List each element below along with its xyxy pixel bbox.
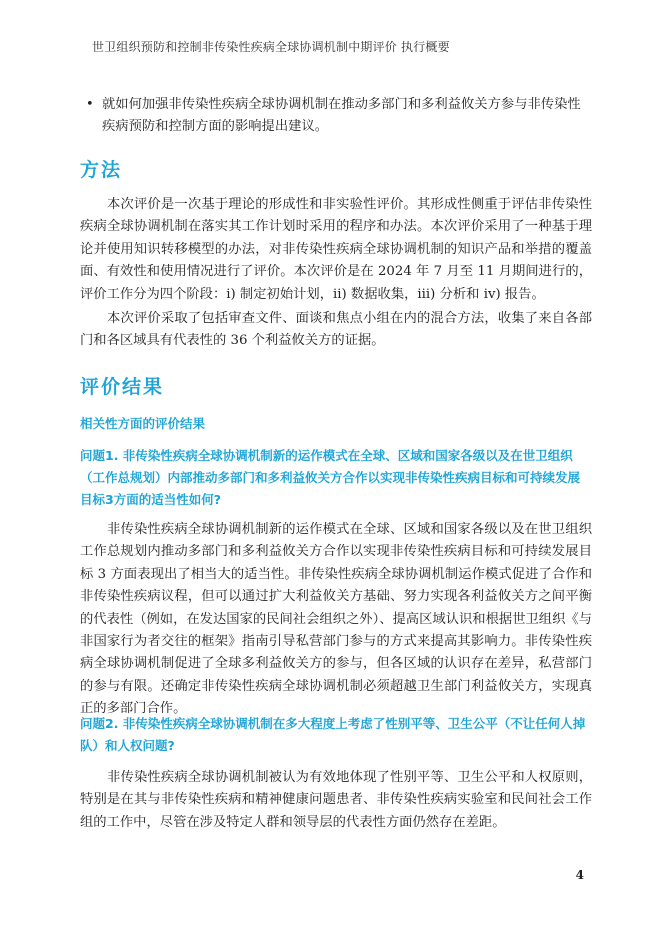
section-heading-methods: 方法	[80, 159, 123, 181]
answer-1-paragraph: 非传染性疾病全球协调机制新的运作模式在全球、区域和国家各级以及在世卫组织工作总规划内推动多部门和多利益攸关方合作以实现非传染性疾病目标和可持续发展目标 3 方面表现出了相当大的适当性。非传染性疾病全球协调机制运作模式促进了合作和非传染性疾病议程，但可以通过扩大利益攸关方基础、努力实现各利益攸关方之间平衡的代表性（例如，在发达国家的民间社会组织之外）、提高区域认识和根据世卫组织《与非国家行为者交往的框架》指南引导私营部门参与的方式来提高其影响力。非传染性疾病全球协调机制促进了全球多利益攸关方的参与，但各区域的认识存在差异，私营部门的参与有限。还确定非传染性疾病全球协调机制必须超越卫生部门利益攸关方，实现真正的多部门合作。	[80, 522, 592, 717]
running-header: 世卫组织预防和控制非传染性疾病全球协调机制中期评价 执行概要	[92, 40, 450, 54]
section-heading-results: 评价结果	[80, 376, 165, 398]
question-1: 问题1. 非传染性疾病全球协调机制新的运作模式在全球、区域和国家各级以及在世卫组织（工作总规划）内部推动多部门和多利益攸关方合作以实现非传染性疾病目标和可持续发展目标3方面的适当性如何?	[80, 448, 581, 507]
bullet-marker: •	[86, 97, 94, 112]
methods-paragraph-2: 本次评价采取了包括审查文件、面谈和焦点小组在内的混合方法，收集了来自各部门和各区域具有代表性的 36 个利益攸关方的证据。	[80, 311, 592, 349]
page-number: 4	[575, 868, 584, 882]
subsection-heading-relevance: 相关性方面的评价结果	[80, 416, 206, 431]
bullet-list-item	[86, 94, 592, 138]
question-2: 问题2. 非传染性疾病全球协调机制在多大程度上考虑了性别平等、卫生公平（不让任何人掉队）和人权问题?	[80, 716, 586, 753]
answer-2-paragraph: 非传染性疾病全球协调机制被认为有效地体现了性别平等、卫生公平和人权原则，特别是在其与非传染性疾病和精神健康问题患者、非传染性疾病实验室和民间社会工作组的工作中，尽管在涉及特定人群和领导层的代表性方面仍然存在差距。	[80, 770, 592, 830]
bullet-text: 就如何加强非传染性疾病全球协调机制在推动多部门和多利益攸关方参与非传染性疾病预防和控制方面的影响提出建议。	[102, 97, 581, 134]
methods-paragraph-1: 本次评价是一次基于理论的形成性和非实验性评价。其形成性侧重于评估非传染性疾病全球协调机制在落实其工作计划时采用的程序和办法。本次评价采用了一种基于理论并使用知识转移模型的办法，对非传染性疾病全球协调机制的知识产品和举措的覆盖面、有效性和使用情况进行了评价。本次评价是在 2024 年 7 月至 11 月期间进行的，评价工作分为四个阶段：i) 制定初始计划，ii) 数据收集，iii) 分析和 iv) 报告。	[80, 197, 592, 302]
